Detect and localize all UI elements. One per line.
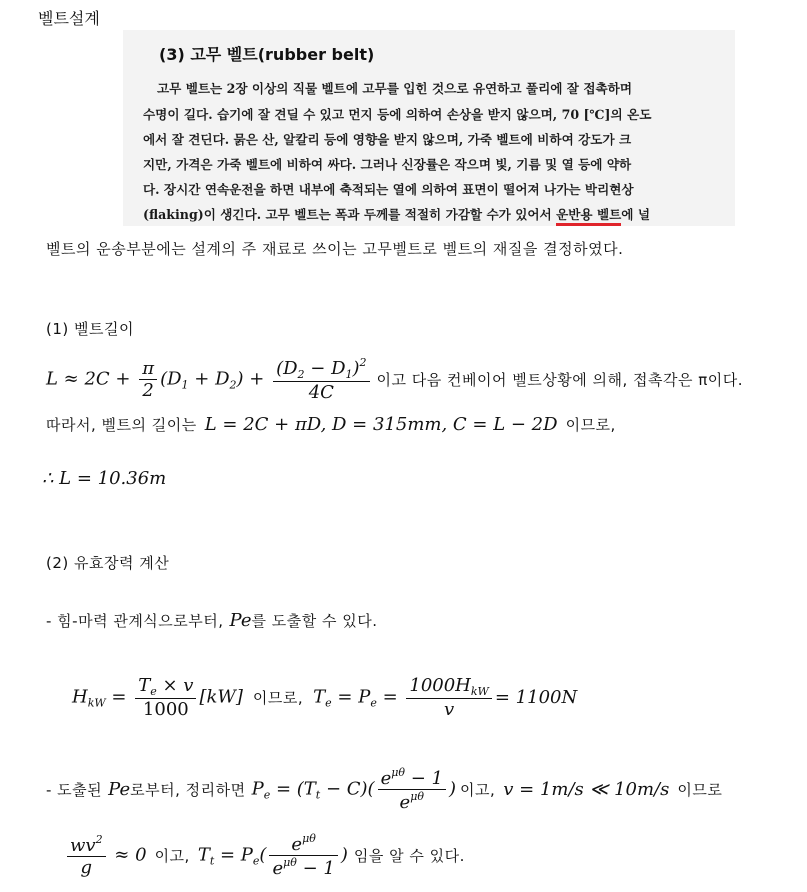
- formula-explanation: 이고 다음 컨베이어 벨트상황에 의해, 접촉각은 π이다.: [376, 370, 744, 389]
- excerpt-line: 지만, 가격은 가죽 벨트에 비하여 싸다. 그러나 신장률은 작으며 빛, 기름 및 열 등에 약하: [143, 157, 632, 172]
- excerpt-line: 수명이 길다. 습기에 잘 견딜 수 있고 먼지 등에 의하여 손상을 받지 않으며, 70 [℃]의 온도: [143, 107, 652, 122]
- belt-length-formula-row: [46, 344, 743, 414]
- excerpt-line: 에서 잘 견딘다. 묽은 산, 알칼리 등에 영향을 받지 않으며, 가죽 벨트에 비하여 강도가 크: [143, 132, 632, 147]
- excerpt-heading: (3) 고무 벨트(rubber belt): [159, 45, 375, 64]
- section2-heading: (2) 유효장력 계산: [46, 554, 170, 572]
- effective-tension-equation: $P_e = (T_t - C)$( $\frac{e^{\mu\theta} - 1}{e^{\mu\theta}}$ ): [251, 765, 457, 813]
- line3-row: [64, 824, 465, 886]
- belt-length-line2: [46, 410, 616, 438]
- bullet1-var: Pe: [229, 609, 252, 631]
- excerpt-last-line-start: (flaking)이 생긴다. 고무 벨트는 폭과 두께를 적절히 가감할 수가 있어서: [143, 207, 557, 222]
- tight-side-tension: $T_t = P_e$( $\frac{e^{\mu\theta}}{e^{\mu\theta} - 1}$ ): [197, 831, 348, 879]
- line3-tail: 임을 알 수 있다.: [353, 846, 465, 865]
- highlighted-phrase: 운반용 벨트: [556, 207, 621, 226]
- line2-prefix: 따라서, 벨트의 길이는: [46, 415, 197, 434]
- textbook-excerpt: [123, 30, 735, 226]
- power-equation: $H_{kW}$ = $\frac{T_e \times v}{1000}$ [kW]: [72, 674, 243, 720]
- bullet1-row: [46, 606, 378, 634]
- section1-heading: (1) 벨트길이: [46, 320, 134, 338]
- bullet2-prefix: - 도출된: [46, 780, 103, 799]
- bullet1-prefix: - 힘-마력 관계식으로부터,: [46, 611, 224, 630]
- intro-paragraph: 벨트의 운송부분에는 설계의 주 재료로 쓰이는 고무벨트로 벨트의 재질을 결정하였다.: [46, 240, 624, 258]
- line3-mid: 이고,: [154, 846, 190, 865]
- excerpt-last-line-end: 에 널: [621, 207, 651, 222]
- excerpt-line: 고무 벨트는 2장 이상의 직물 벨트에 고무를 입힌 것으로 유연하고 풀리에 잘 접촉하며: [157, 81, 633, 96]
- bullet1-suffix: 를 도출할 수 있다.: [251, 611, 378, 630]
- bullet2-row: [46, 758, 722, 820]
- negligible-term: $\frac{wv^2}{g}$ ≈ 0: [64, 833, 147, 878]
- document-title: 벨트설계: [38, 9, 100, 28]
- speed-comparison: v = 1m/s ≪ 10m/s: [503, 778, 670, 800]
- belt-length-formula: L ≈ 2C + $\frac{\pi}{2}$ $(D_1 + D_2)$ + $\frac{(D_2 - D_1)^2}{4C}$: [46, 356, 373, 403]
- bullet2-tail1: 이고,: [460, 780, 496, 799]
- line2-suffix: 이므로,: [565, 415, 616, 434]
- excerpt-last-line: [143, 204, 650, 223]
- power-equation-row: [72, 664, 577, 730]
- excerpt-line: 다. 장시간 연속운전을 하면 내부에 축적되는 열에 의하여 표면이 떨어져 나가는 박리현상: [143, 182, 634, 197]
- equation-mid: 이므로,: [252, 688, 304, 707]
- belt-length-result: ∴ L = 10.36m: [42, 468, 167, 489]
- line2-formula: L = 2C + πD, D = 315mm, C = L − 2D: [204, 413, 558, 435]
- bullet2-var: Pe: [108, 778, 131, 800]
- bullet2-mid: 로부터, 정리하면: [130, 780, 246, 799]
- tension-result: = 1100N: [494, 686, 578, 708]
- tension-equation: $T_e = P_e$ = $\frac{1000H_{kW}}{v}$: [313, 675, 495, 720]
- bullet2-tail2: 이므로: [677, 780, 723, 799]
